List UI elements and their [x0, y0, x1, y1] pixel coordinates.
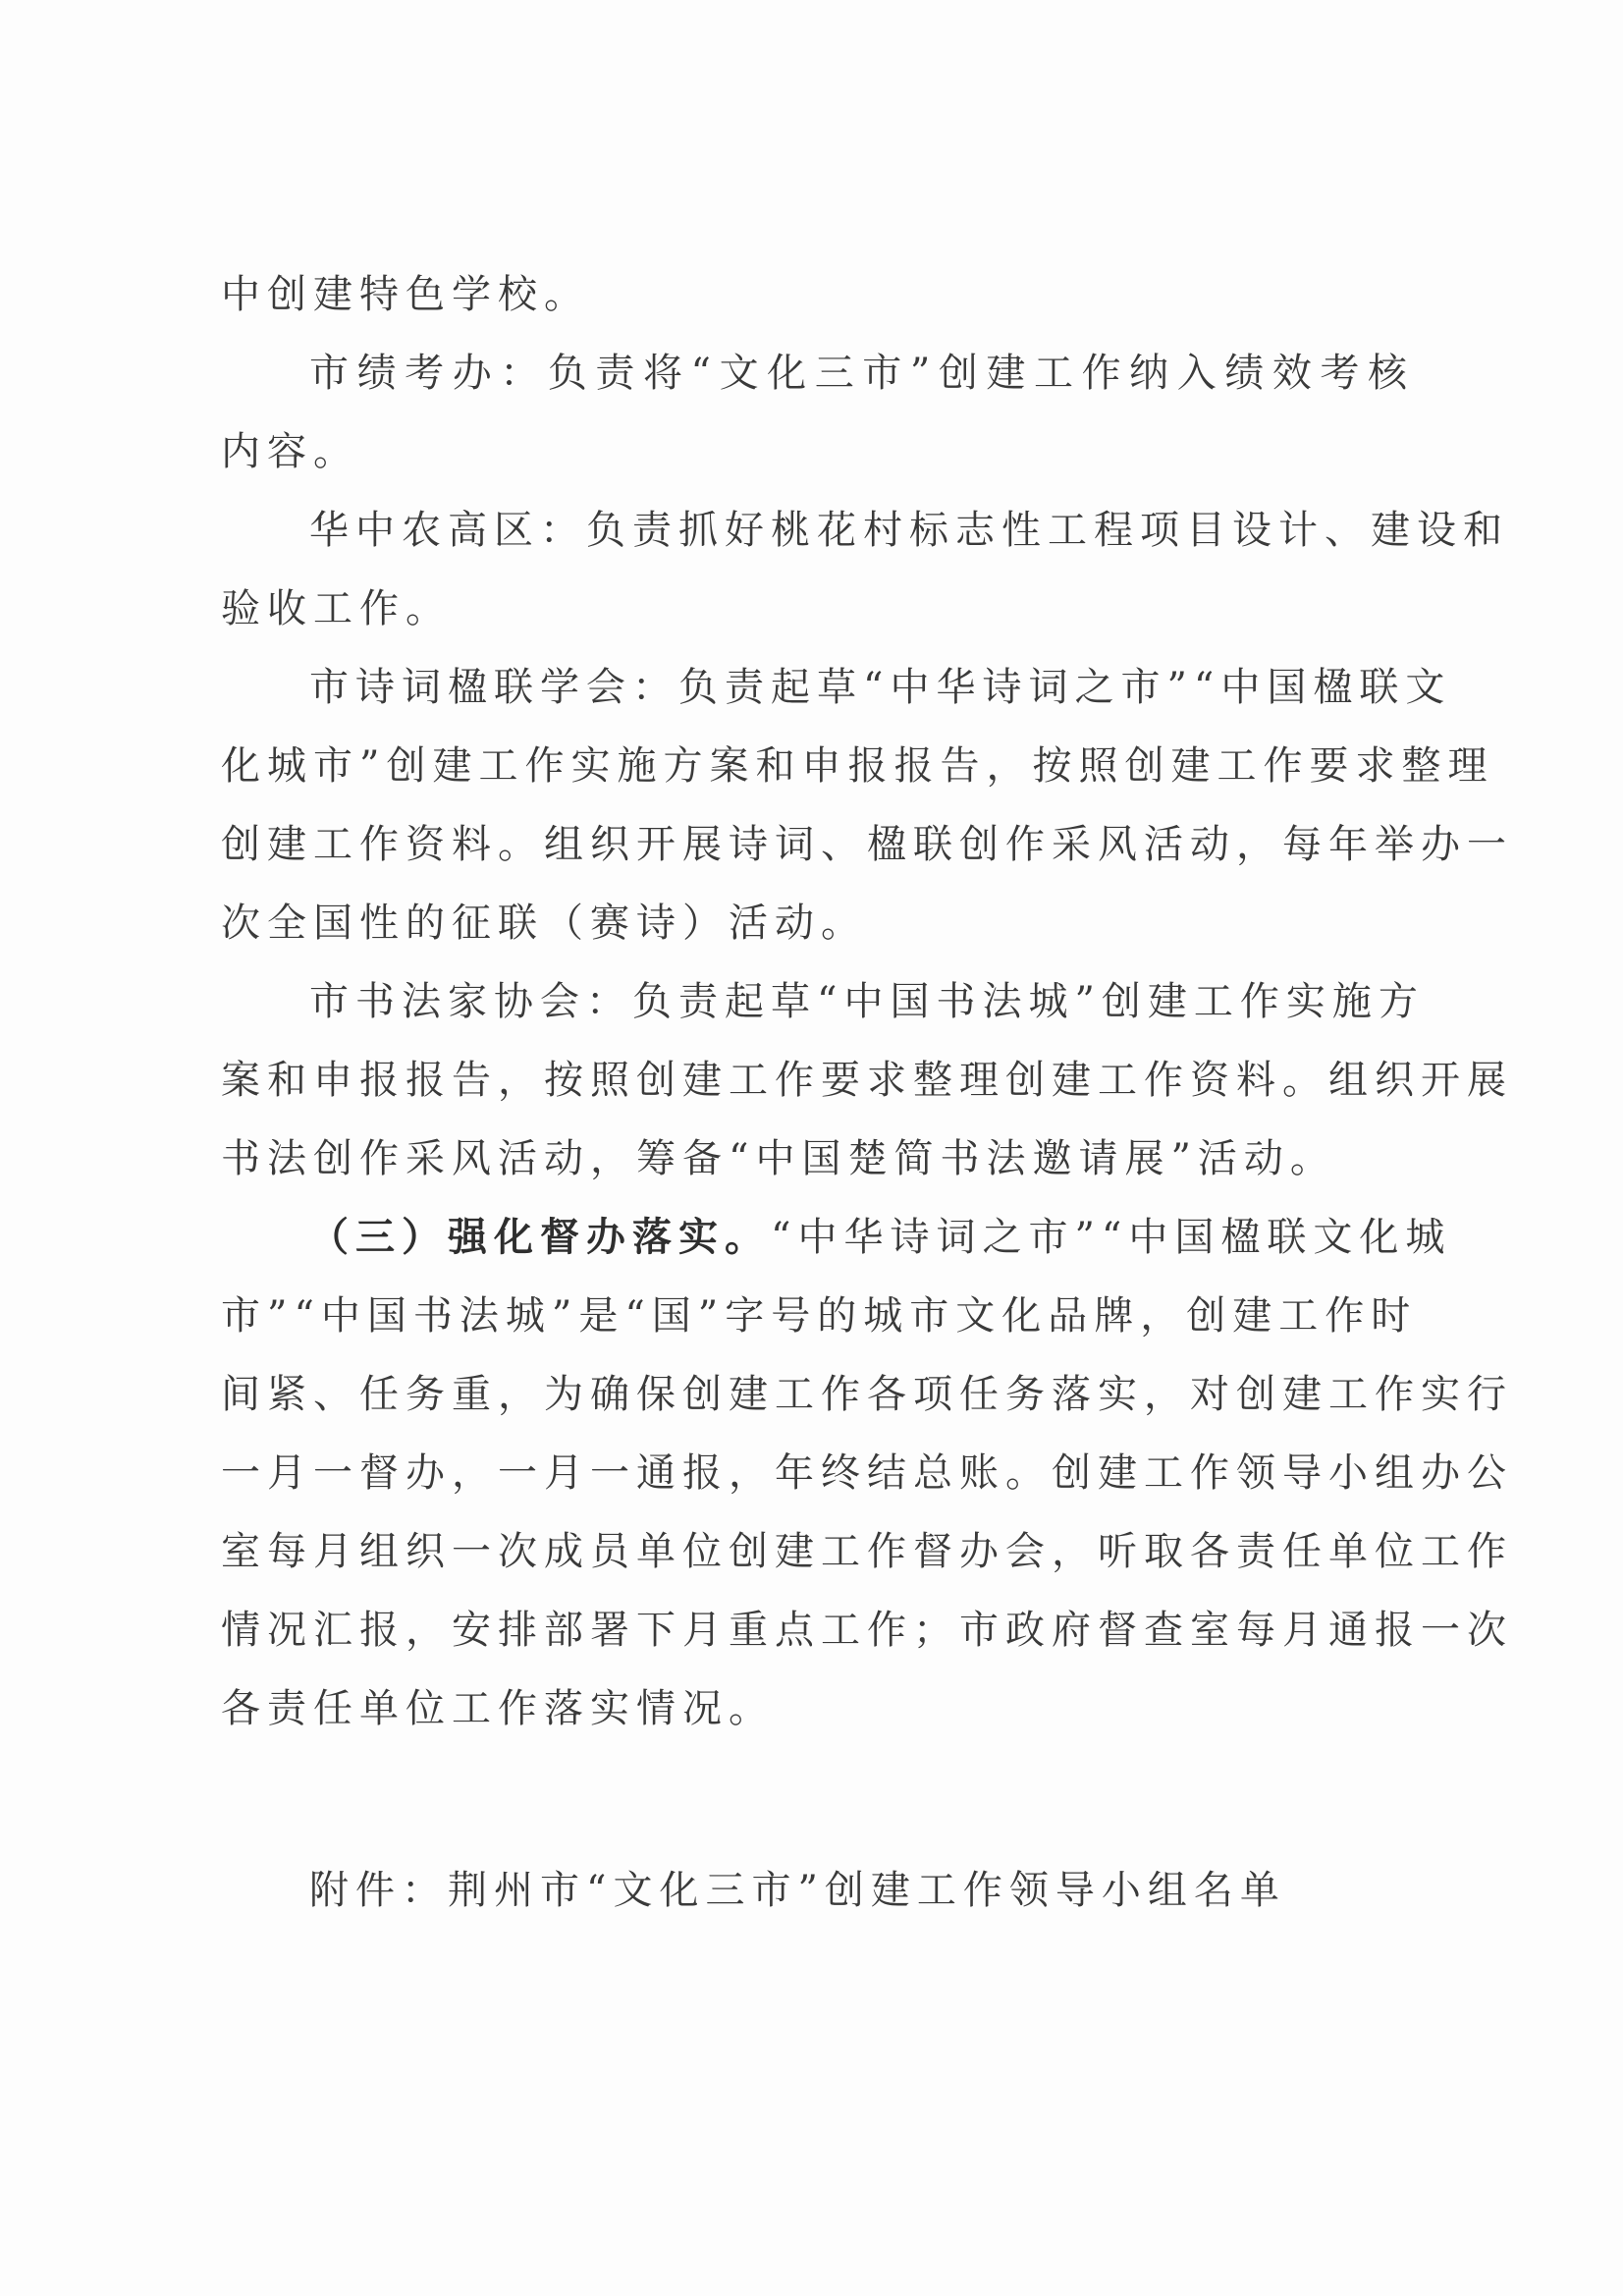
text-line: 市诗词楹联学会：负责起草“中华诗词之市”“中国楹联文: [309, 665, 1452, 710]
text-line: 验收工作。: [221, 586, 452, 631]
text-line: 情况汇报，安排部署下月重点工作；市政府督查室每月通报一次: [221, 1608, 1513, 1653]
attachment-note: 附件：荆州市“文化三市”创建工作领导小组名单: [309, 1868, 1286, 1913]
text-line: 书法创作采风活动，筹备“中国楚简书法邀请展”活动。: [221, 1136, 1336, 1181]
text-line: 市绩考办：负责将“文化三市”创建工作纳入绩效考核: [309, 351, 1414, 396]
text-line: 华中农高区：负责抓好桃花村标志性工程项目设计、建设和: [309, 508, 1509, 553]
text-line: 案和申报报告，按照创建工作要求整理创建工作资料。组织开展: [221, 1058, 1513, 1103]
text-line: 市书法家协会：负责起草“中国书法城”创建工作实施方: [309, 979, 1425, 1024]
section-heading: （三）强化督办落实。: [309, 1214, 771, 1260]
document-body: [221, 255, 1513, 1748]
text-line: 市”“中国书法城”是“国”字号的城市文化品牌，创建工作时: [221, 1293, 1418, 1339]
text-line: 室每月组织一次成员单位创建工作督办会，听取各责任单位工作: [221, 1529, 1513, 1574]
text-line: 各责任单位工作落实情况。: [221, 1686, 775, 1731]
text-line: 内容。: [221, 429, 359, 474]
text-line: 创建工作资料。组织开展诗词、楹联创作采风活动，每年举办一: [221, 822, 1513, 867]
text-line: 中创建特色学校。: [221, 272, 590, 317]
text-line: 化城市”创建工作实施方案和申报报告，按照创建工作要求整理: [221, 743, 1494, 789]
section-heading-line: [221, 1198, 1452, 1277]
text-line: 一月一督办，一月一通报，年终结总账。创建工作领导小组办公: [221, 1450, 1513, 1496]
text-line: 次全国性的征联（赛诗）活动。: [221, 901, 867, 946]
text-line: 间紧、任务重，为确保创建工作各项任务落实，对创建工作实行: [221, 1372, 1513, 1417]
text-fragment: “中华诗词之市”“中国楹联文化城: [771, 1215, 1452, 1260]
